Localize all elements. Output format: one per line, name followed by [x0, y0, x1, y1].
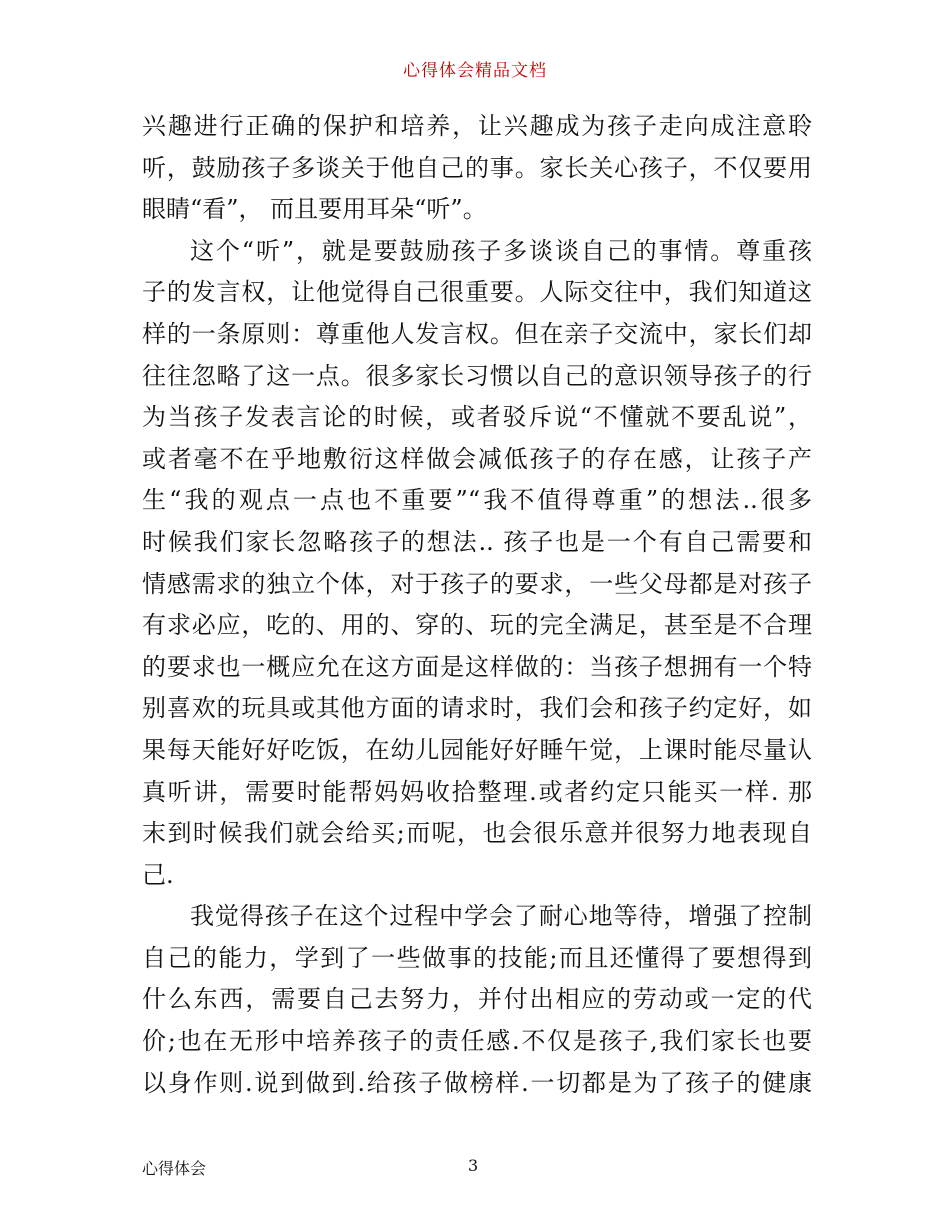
- text-line: 的要求也一概应允在这方面是这样做的：当孩子想拥有一个特: [142, 652, 812, 681]
- text-line: 子的发言权，让他觉得自己很重要。人际交往中，我们知道这: [142, 278, 812, 307]
- document-body: [142, 106, 812, 1104]
- text-line: 果每天能好好吃饭，在幼儿园能好好睡午觉，上课时能尽量认: [142, 735, 812, 764]
- text-line: 别喜欢的玩具或其他方面的请求时，我们会和孩子约定好，如: [142, 694, 812, 723]
- text-line: 真听讲，需要时能帮妈妈收拾整理.或者约定只能买一样. 那: [142, 777, 812, 806]
- text-line: 自己的能力，学到了一些做事的技能;而且还懂得了要想得到: [142, 943, 812, 972]
- text-line: 兴趣进行正确的保护和培养，让兴趣成为孩子走向成注意聆: [142, 112, 812, 140]
- text-line: 这个“听”，就是要鼓励孩子多谈谈自己的事情。尊重孩: [190, 236, 812, 265]
- text-line: 末到时候我们就会给买;而呢，也会很乐意并很努力地表现自: [142, 819, 812, 848]
- paragraph-2: [142, 231, 812, 897]
- text-line: 为当孩子发表言论的时候，或者驳斥说“不懂就不要乱说”，: [142, 403, 812, 432]
- text-line: 时候我们家长忽略孩子的想法.. 孩子也是一个有自己需要和: [142, 527, 812, 556]
- text-line: 样的一条原则：尊重他人发言权。但在亲子交流中，家长们却: [142, 319, 812, 348]
- text-line: 往往忽略了这一点。很多家长习惯以自己的意识领导孩子的行: [142, 361, 812, 390]
- text-line: 生“我的观点一点也不重要”“我不值得尊重”的想法..很多: [142, 486, 812, 515]
- header-title: 心得体会精品文档: [403, 61, 547, 81]
- footer-label: 心得体会: [142, 1159, 207, 1178]
- page-number: 3: [468, 1156, 479, 1175]
- text-line: 或者毫不在乎地敷衍这样做会减低孩子的存在感，让孩子产: [142, 444, 812, 473]
- text-line: 我觉得孩子在这个过程中学会了耐心地等待，增强了控制: [190, 902, 812, 931]
- text-line: 听，鼓励孩子多谈关于他自己的事。家长关心孩子，不仅要用: [142, 153, 812, 182]
- text-line: 以身作则.说到做到.给孩子做榜样.一切都是为了孩子的健康: [142, 1068, 812, 1097]
- text-line: 价;也在无形中培养孩子的责任感.不仅是孩子,我们家长也要: [142, 1027, 812, 1056]
- text-line: 有求必应，吃的、用的、穿的、玩的完全满足，甚至是不合理: [142, 611, 812, 640]
- paragraph-3: [142, 896, 812, 1104]
- text-line: 己.: [142, 860, 174, 889]
- paragraph-1: [142, 106, 812, 231]
- text-line: 什么东西，需要自己去努力，并付出相应的劳动或一定的代: [142, 985, 812, 1014]
- text-line: 眼睛“看”， 而且要用耳朵“听”。: [142, 195, 487, 224]
- text-line: 情感需求的独立个体，对于孩子的要求，一些父母都是对孩子: [142, 569, 812, 598]
